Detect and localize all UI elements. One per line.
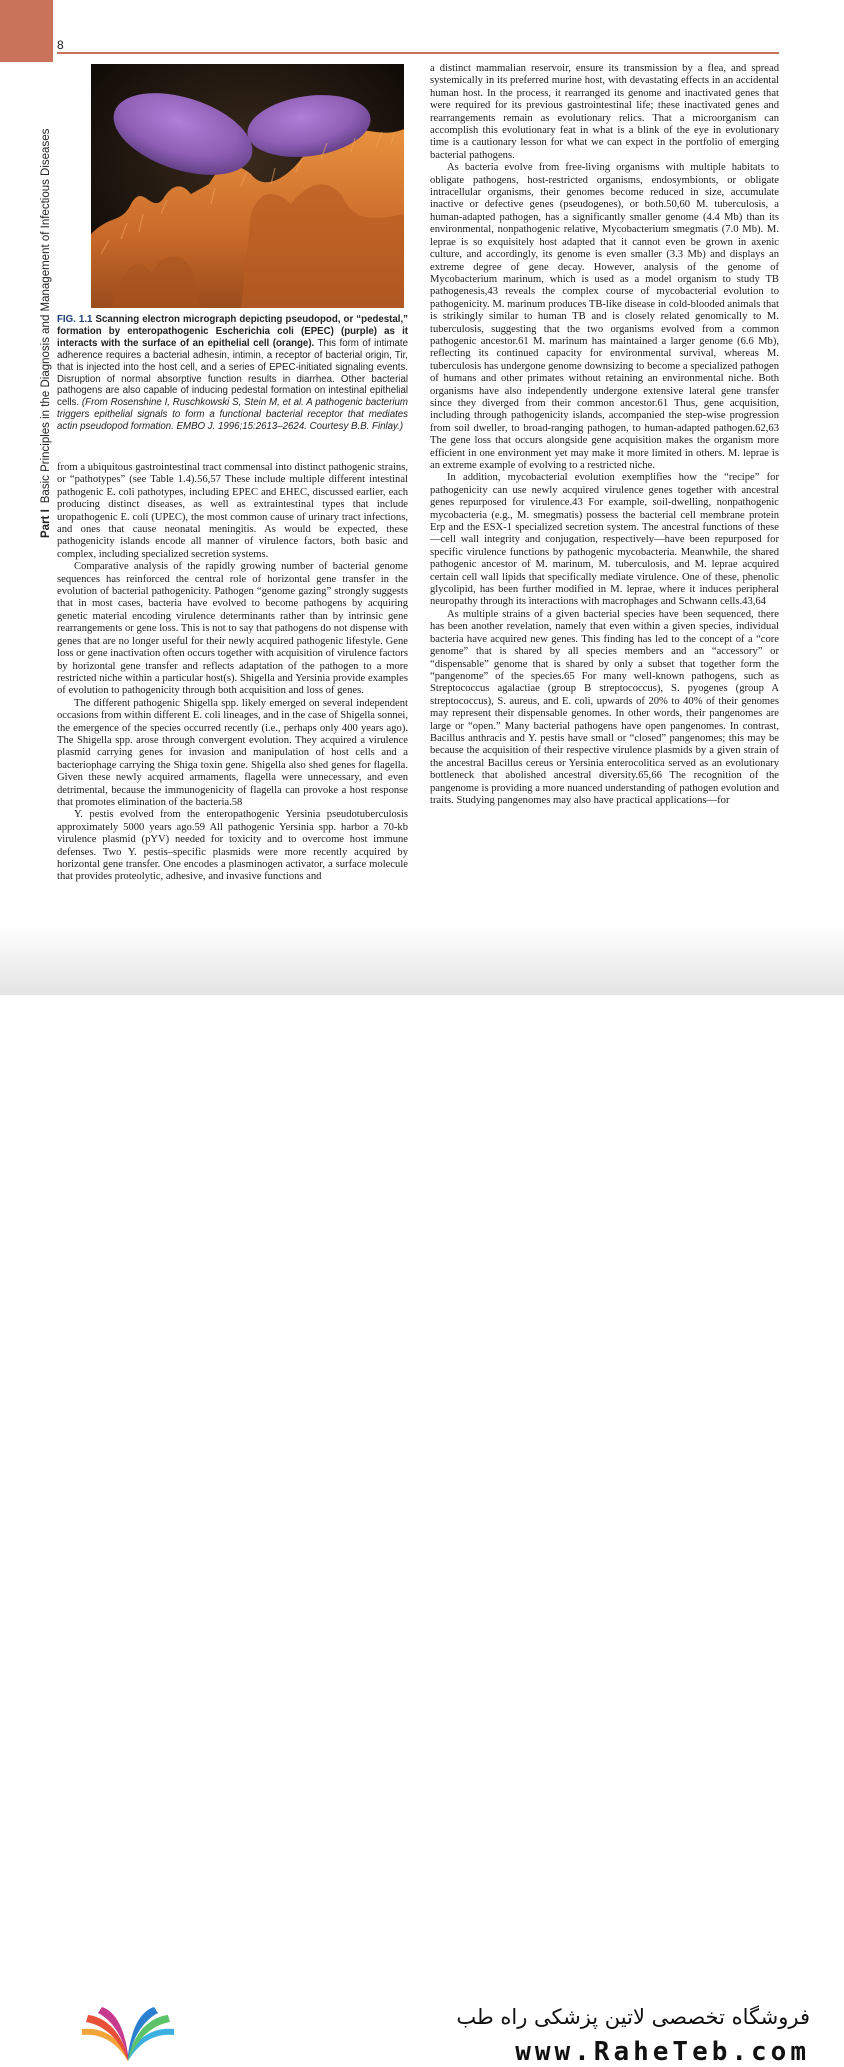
bottom-fade <box>0 925 844 995</box>
figure-caption <box>57 314 408 433</box>
page-number: 8 <box>57 38 64 52</box>
left-column <box>57 462 408 884</box>
paragraph: In addition, mycobacterial evolution exemplifies how the “recipe” for pathogenicity can use newly acquired virulence genes together with ancestral genes repurposed for virulence.43 For example, soil-dwelling, nonpathogenic mycobacteria (e.g., M. smegmatis) possess the bacterial cell membrane protein Erp and the ESX-1 specialized secretion system. The ancestral functions of these—cell wall integrity and conjugation, respectively—have been repurposed for specific virulence functions by pathogenic mycobacteria. Meanwhile, the shared pathogenic ancestor of M. marinum, M. tuberculosis, and M. leprae acquired certain cell wall lipids that specifically mediate virulence. One of these, phenolic glycolipid, has been further modified in M. leprae, where it induces peripheral neuropathy through its interactions with macrophages and Schwann cells.43,64 <box>430 472 779 608</box>
micrograph-image <box>91 64 404 308</box>
footer-banner <box>0 995 844 2067</box>
paragraph: As multiple strains of a given bacterial species have been sequenced, there has been another revelation, namely that even within a given species, individual bacteria have acquired new genes. This finding has led to the concept of a “core genome” that is shared by all species members and an “accessory” or “dispensable” genome that is shared by only a subset that together form the “pangenome” of the species.65 For many well-known pathogens, such as Streptococcus agalactiae (group B streptococcus), S. pyogenes (group A streptococcus), S. aureus, and E. coli, upwards of 20% to 40% of their genomes may represent their dispensable genomes. In other words, their pangenomes are large or “open.” Many bacterial pathogens have open pangenomes. In contrast, Bacillus anthracis and Y. pestis have small or “closed” pangenomes; this may be because the acquisition of their respective virulence plasmids by a given strain of the ancestral Bacillus cereus or Yersinia enterocolitica served as an evolutionary bottleneck that abolished ancestral diversity.65,66 The recognition of the pangenome is providing a more nuanced understanding of pathogen evolution and traits. Studying pangenomes may also have practical applications—for <box>430 608 779 806</box>
paragraph: The different pathogenic Shigella spp. likely emerged on several independent occasions from within different E. coli lineages, and in the case of Shigella sonnei, the emergence of the species occurred recently (i.e., perhaps only 400 years ago). The Shigella spp. arose through convergent evolution. They acquired a virulence plasmid carrying genes for invasion and manipulation of host cells and a bacteriophage carrying the Shiga toxin gene. Shigella also shed genes for flagella. Given these newly acquired armaments, flagella were unnecessary, and even detrimental, because the immunogenicity of flagella can provoke a host response that promotes elimination of the bacteria.58 <box>57 697 408 808</box>
paragraph: from a ubiquitous gastrointestinal tract commensal into distinct pathogenic strains, or “pathotypes” (see Table 1.4).56,57 These include multiple different intestinal pathogenic E. coli pathotypes, including EPEC and EHEC, discussed earlier, each producing distinct diseases, as well as extraintestinal types that include uropathogenic E. coli (UPEC), the most common cause of urinary tract infections, and ones that cause neonatal meningitis. As would be expected, these pathogenicity islands encode all manner of virulence factors, both basic and complex, including specialized secretion systems. <box>57 462 408 560</box>
paragraph: As bacteria evolve from free-living organisms with multiple habitats to obligate pathogens, host-restricted organisms, endosymbionts, or obligate intracellular organisms, their genomes become reduced in size, accumulate inactive or defective genes (pseudogenes), or both.50,60 M. tuberculosis, a human-adapted pathogen, has a significantly smaller genome (4.4 Mb) than its environmental, nonpathogenic relative, Mycobacterium smegmatis (7.0 Mb). M. leprae is so exquisitely host adapted that it cannot even be grown in axenic culture, and accordingly, its genome is even smaller (3.3 Mb) and displays an extreme degree of gene decay. However, analysis of the genome of Mycobacterium marinum, which is used as a model organism to study TB pathogenesis,43 reveals the complex course of mycobacterial evolution to pathogenicity. M. marinum produces TB-like disease in cold-blooded animals that is strikingly similar to human TB and is closely related genomically to M. tuberculosis, suggesting that the two organisms evolved from a common pathogenic ancestor.61 M. marinum has maintained a larger genome (6.6 Mb), reflecting its continued capacity for environmental survival, whereas M. tuberculosis has undergone genome downsizing to become a specialized pathogen of humans and other primates without retaining an environmental niche. Both organisms have also independently undergone extensive lateral gene transfer since they diverged from their common ancestor.61 Thus, gene acquisition, including through pathogenicity islands, accompanied the step-wise progression from soil dweller, to broad-ranging pathogen, to human-adapted pathogen.62,63 The gene loss that occurs alongside gene acquisition makes the organism more efficient in one environment yet may make it more limited in others. M. leprae is an extreme example of evolving to a restricted niche. <box>430 162 779 471</box>
paragraph: a distinct mammalian reservoir, ensure its transmission by a flea, and spread systemically in its preferred murine host, with devastating effects in an accidental human host. In the process, it rearranged its genome and inactivated genes that were required for its previous gastrointestinal life; these inactivated genes and rearrangements remain as evolutionary relics. That a microorganism can accomplish this evolutionary feat in what is a blink of the eye in evolutionary time is a cautionary lesson for what we can expect in the portfolio of emerging bacterial pathogens. <box>430 63 779 161</box>
caption-body: This form of intimate adherence requires a bacterial adhesin, intimin, a receptor of bacterial origin, Tir, that is injected into the host cell, and a series of EPEC-initiated signaling events. Disruption of normal absorptive function results in diarrhea. Other bacterial pathogens are also capable of inducing pedestal formation on intestinal epithelial cells. <box>57 337 408 409</box>
running-head <box>40 129 52 538</box>
caption-lead: Scanning electron micrograph depicting pseudopod, or “pedestal,” formation by enteropathogenic Escherichia coli (EPEC) (purple) as it interacts with the surface of an epithelial cell (orange). <box>57 314 408 349</box>
figure-label: FIG. 1.1 <box>57 314 93 325</box>
shop-url[interactable]: www.RaheTeb.com <box>515 2037 810 2067</box>
running-head-part: Part I <box>40 509 52 538</box>
paragraph: Comparative analysis of the rapidly growing number of bacterial genome sequences has reinforced the central role of horizontal gene transfer in the evolution of bacterial pathogenicity. Pathogen “genome gazing” strongly suggests that in most cases, bacteria have evolved to become pathogens by acquiring genetic material encoding virulence determinants rather than by intrinsic gene rearrangements or gene loss. This is not to say that pathogens do not dispense with genes that are no longer useful for their newly acquired pathogenic lifestyle. Gene loss or gene inactivation often occurs together with acquisition of virulence factors by horizontal gene transfer and reflects adaptation of the pathogen to a more restricted niche within a particular host(s). Shigella and Yersinia provide examples of evolution to pathogenicity through both acquisition and loss of genes. <box>57 561 408 697</box>
paragraph: Y. pestis evolved from the enteropathogenic Yersinia pseudotuberculosis approximately 5000 years ago.59 All pathogenic Yersinia spp. harbor a 70-kb virulence plasmid (pYV) needed for toxicity and to overcome host immune defenses. Two Y. pestis–specific plasmids were more recently acquired by horizontal gene transfer. One encodes a plasminogen activator, a surface molecule that provides proteolytic, adhesive, and invasive functions and <box>57 809 408 883</box>
running-head-title: Basic Principles in the Diagnosis and Management of Infectious Diseases <box>40 128 52 504</box>
shop-name: فروشگاه تخصصی لاتین پزشکی راه طب <box>456 2005 810 2029</box>
right-column <box>430 63 779 807</box>
header-rule <box>57 52 779 54</box>
book-logo-icon <box>78 2005 178 2067</box>
running-head-spine <box>0 62 53 1062</box>
corner-tab <box>0 0 53 62</box>
figure-micrograph <box>91 64 404 308</box>
caption-credit: (From Rosenshine I, Ruschkowski S, Stein M, et al. A pathogenic bacterium triggers epithelial signals to form a functional bacterial receptor that mediates actin pseudopod formation. EMBO J. 1996;15:2613–2624. Courtesy B.B. Finlay.) <box>57 397 408 433</box>
